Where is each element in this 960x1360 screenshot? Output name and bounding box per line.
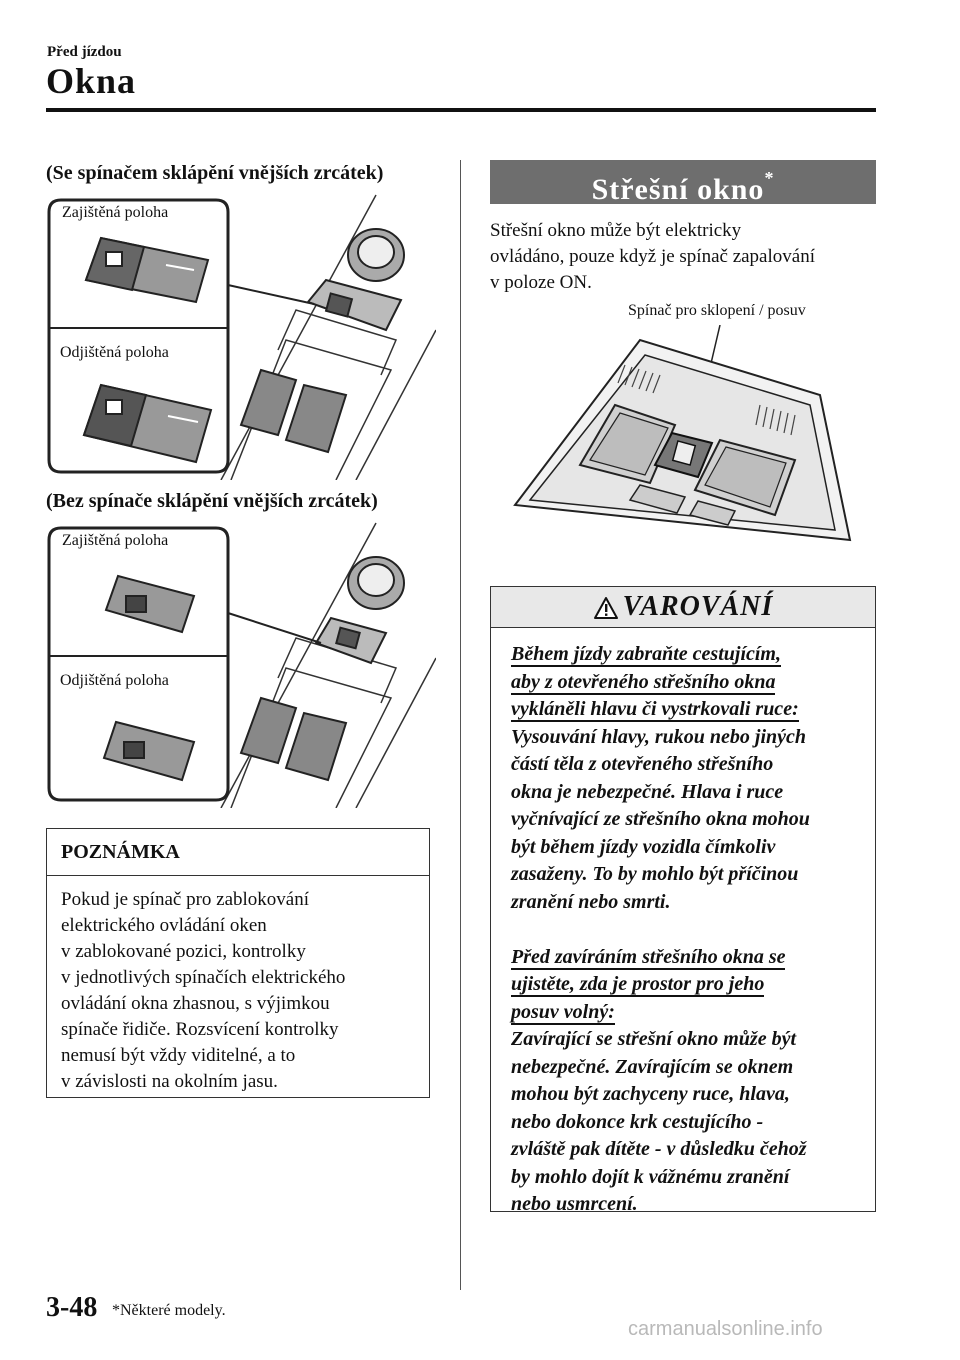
- figure2-caption: (Bez spínače sklápění vnějších zrcátek): [46, 490, 378, 512]
- warning-headline: posuv volný:: [511, 1000, 615, 1023]
- sunroof-illustration: [490, 325, 876, 570]
- figure2-label-unlocked: Odjištěná poloha: [60, 672, 169, 689]
- warning-line: okna je nebezpečné. Hlava i ruce: [511, 780, 784, 803]
- warning-line: částí těla z otevřeného střešního: [511, 753, 774, 775]
- figure1-illustration: [46, 190, 436, 480]
- note-box: [46, 828, 430, 1098]
- intro-line: ovládáno, pouze když je spínač zapalování: [490, 246, 815, 267]
- sunroof-figure: [490, 325, 876, 570]
- warning-line: by mohlo dojít k vážnému zranění: [511, 1165, 790, 1188]
- note-line: v závislosti na okolním jasu.: [61, 1071, 278, 1092]
- warning-line: Vysouvání hlavy, rukou nebo jiných: [511, 725, 807, 748]
- intro-line: v poloze ON.: [490, 272, 592, 293]
- warning-box: [490, 586, 876, 1215]
- figure1-label-unlocked: Odjištěná poloha: [60, 344, 169, 361]
- sunroof-intro: [490, 218, 876, 296]
- warning-line: nebezpečné. Zavírajícím se oknem: [511, 1055, 794, 1078]
- warning-header: [491, 587, 875, 628]
- warning-headline: Během jízdy zabraňte cestujícím,: [511, 643, 781, 665]
- note-line: ovládání okna zhasnou, s výjimkou: [61, 993, 330, 1014]
- warning-line: zasaženy. To by mohlo být příčinou: [511, 863, 799, 885]
- page-title: Okna: [46, 61, 137, 101]
- warning-line: mohou být zachyceny ruce, hlava,: [511, 1083, 790, 1105]
- figure2-label-locked: Zajištěná poloha: [62, 532, 169, 549]
- note-line: v zablokované pozici, kontrolky: [61, 941, 306, 962]
- sunroof-heading-mark: *: [764, 168, 775, 188]
- note-title: POZNÁMKA: [61, 841, 180, 863]
- note-line: elektrického ovládání oken: [61, 915, 267, 936]
- sunroof-heading: [490, 160, 876, 204]
- warning-headline: Před zavíráním střešního okna se: [511, 945, 786, 968]
- warning-line: vyčnívající ze střešního okna mohou: [511, 808, 810, 830]
- section-subtitle: Před jízdou: [47, 44, 122, 60]
- sunroof-heading-text: Střešní okno: [591, 173, 765, 206]
- note-body: [61, 887, 423, 1095]
- header-rule: [46, 108, 876, 112]
- note-line: nemusí být vždy viditelné, a to: [61, 1045, 296, 1066]
- note-line: Pokud je spínač pro zablokování: [61, 889, 310, 910]
- warning-headline: vykláněli hlavu či vystrkovali ruce:: [511, 698, 799, 720]
- warning-line: Zavírající se střešní okno může být: [511, 1028, 796, 1050]
- warning-line: být během jízdy vozidla čímkoliv: [511, 835, 776, 858]
- warning-line: nebo usmrcení.: [511, 1193, 638, 1215]
- warning-title: VAROVÁNÍ: [622, 591, 774, 622]
- warning-line: zvláště pak dítěte - v důsledku čehož: [511, 1138, 807, 1160]
- figure1-window-switch: [46, 190, 436, 480]
- figure2-window-switch: [46, 518, 436, 808]
- footnote: *Některé modely.: [112, 1302, 226, 1319]
- warning-line: zranění nebo smrti.: [511, 890, 671, 913]
- note-rule: [47, 875, 429, 876]
- warning-line: nebo dokonce krk cestujícího -: [511, 1110, 764, 1133]
- page-number: 3-48: [46, 1292, 98, 1323]
- warning-headline: ujistěte, zda je prostor pro jeho: [511, 973, 765, 995]
- sunroof-figure-label: Spínač pro sklopení / posuv: [628, 302, 806, 319]
- warning-body: [511, 641, 861, 1219]
- note-line: v jednotlivých spínačích elektrického: [61, 967, 346, 988]
- note-line: spínače řidiče. Rozsvícení kontrolky: [61, 1019, 339, 1040]
- intro-line: Střešní okno může být elektricky: [490, 220, 742, 241]
- figure1-label-locked: Zajištěná poloha: [62, 204, 169, 221]
- column-divider: [460, 160, 461, 1290]
- warning-headline: aby z otevřeného střešního okna: [511, 670, 776, 693]
- warning-triangle-icon: [593, 596, 619, 620]
- figure1-caption: (Se spínačem sklápění vnějších zrcátek): [46, 162, 384, 184]
- watermark: carmanualsonline.info: [628, 1318, 823, 1340]
- figure2-illustration: [46, 518, 436, 808]
